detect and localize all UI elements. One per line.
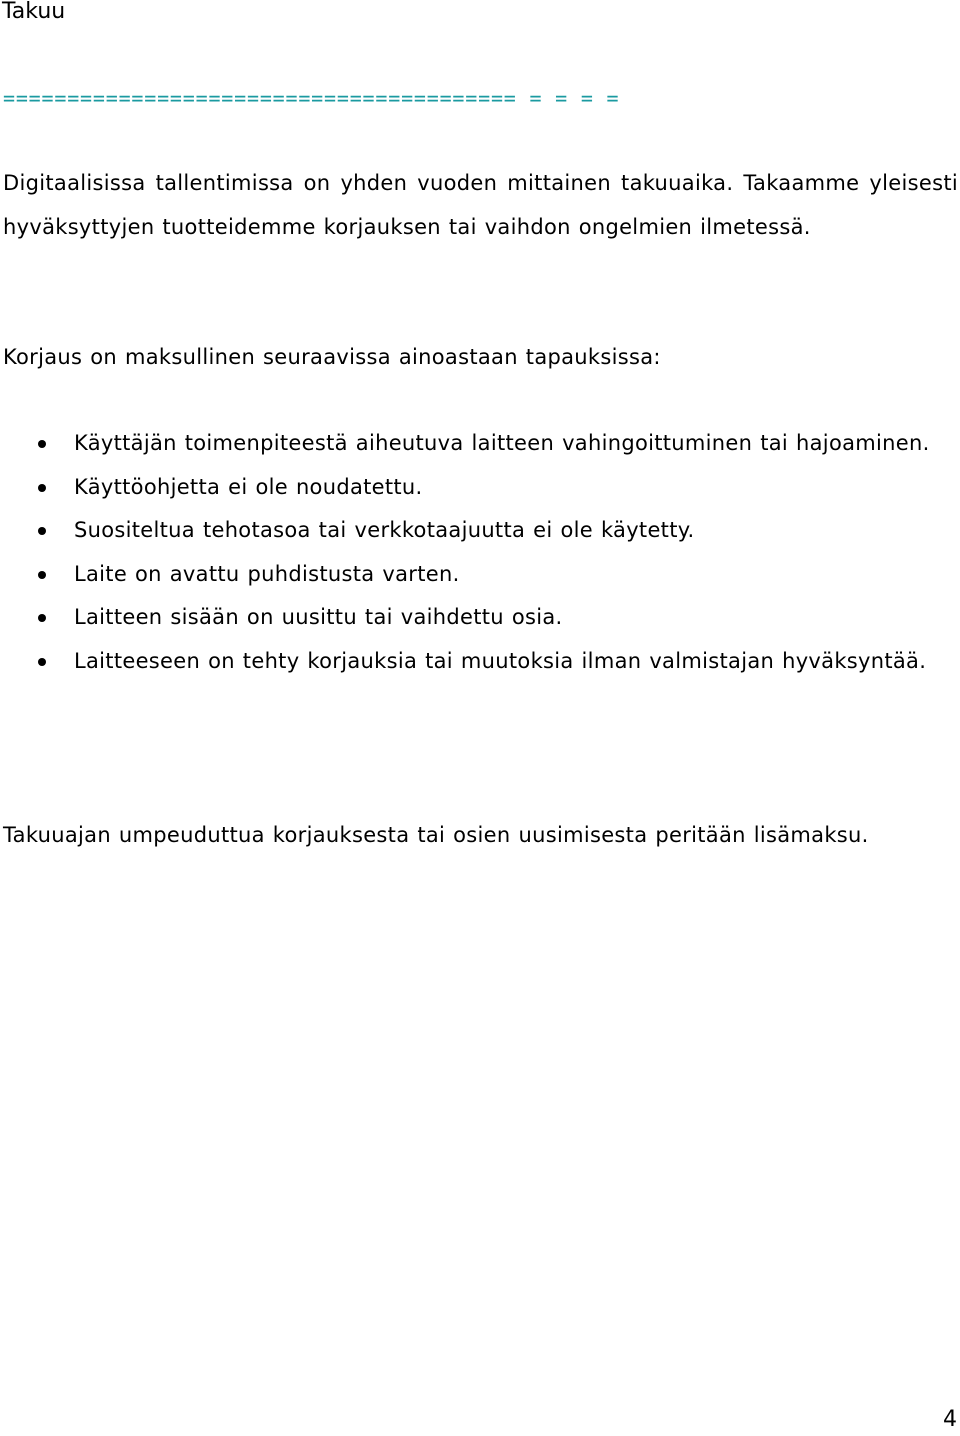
bullet-icon (38, 571, 46, 579)
warranty-intro-paragraph: Digitaalisissa tallentimissa on yhden vuoden mittainen takuuaika. Takaamme yleisesti hyväksyttyjen tuotteidemme korjauksen tai vaihdon ongelmien ilmetessä. (3, 171, 958, 239)
paid-repair-conditions-list (0, 422, 958, 683)
list-item (0, 640, 958, 684)
bullet-icon (38, 484, 46, 492)
bullet-icon (38, 527, 46, 535)
bullet-icon (38, 440, 46, 448)
list-item (0, 422, 958, 466)
list-item-text: Käyttäjän toimenpiteestä aiheutuva laitteen vahingoittuminen tai hajoaminen. (74, 431, 930, 455)
list-item (0, 509, 958, 553)
list-item (0, 596, 958, 640)
list-item-text: Suositeltua tehotasoa tai verkkotaajuutta ei ole käytetty. (74, 518, 695, 542)
list-item (0, 466, 958, 510)
bullet-icon (38, 658, 46, 666)
post-warranty-paragraph: Takuuajan umpeuduttua korjauksesta tai osien uusimisesta peritään lisämaksu. (3, 823, 869, 847)
paid-repair-intro-paragraph: Korjaus on maksullinen seuraavissa ainoastaan tapauksissa: (3, 345, 661, 369)
bullet-icon (38, 614, 46, 622)
separator-line: ======================================== = = = = (3, 86, 620, 110)
page-number: 4 (943, 1407, 957, 1432)
list-item-text: Laitteeseen on tehty korjauksia tai muutoksia ilman valmistajan hyväksyntää. (74, 648, 927, 673)
page-title: Takuu (2, 0, 66, 24)
list-item-text: Käyttöohjetta ei ole noudatettu. (74, 474, 423, 499)
list-item-text: Laitteen sisään on uusittu tai vaihdettu osia. (74, 605, 563, 629)
list-item (0, 553, 958, 597)
list-item-text: Laite on avattu puhdistusta varten. (74, 561, 460, 586)
